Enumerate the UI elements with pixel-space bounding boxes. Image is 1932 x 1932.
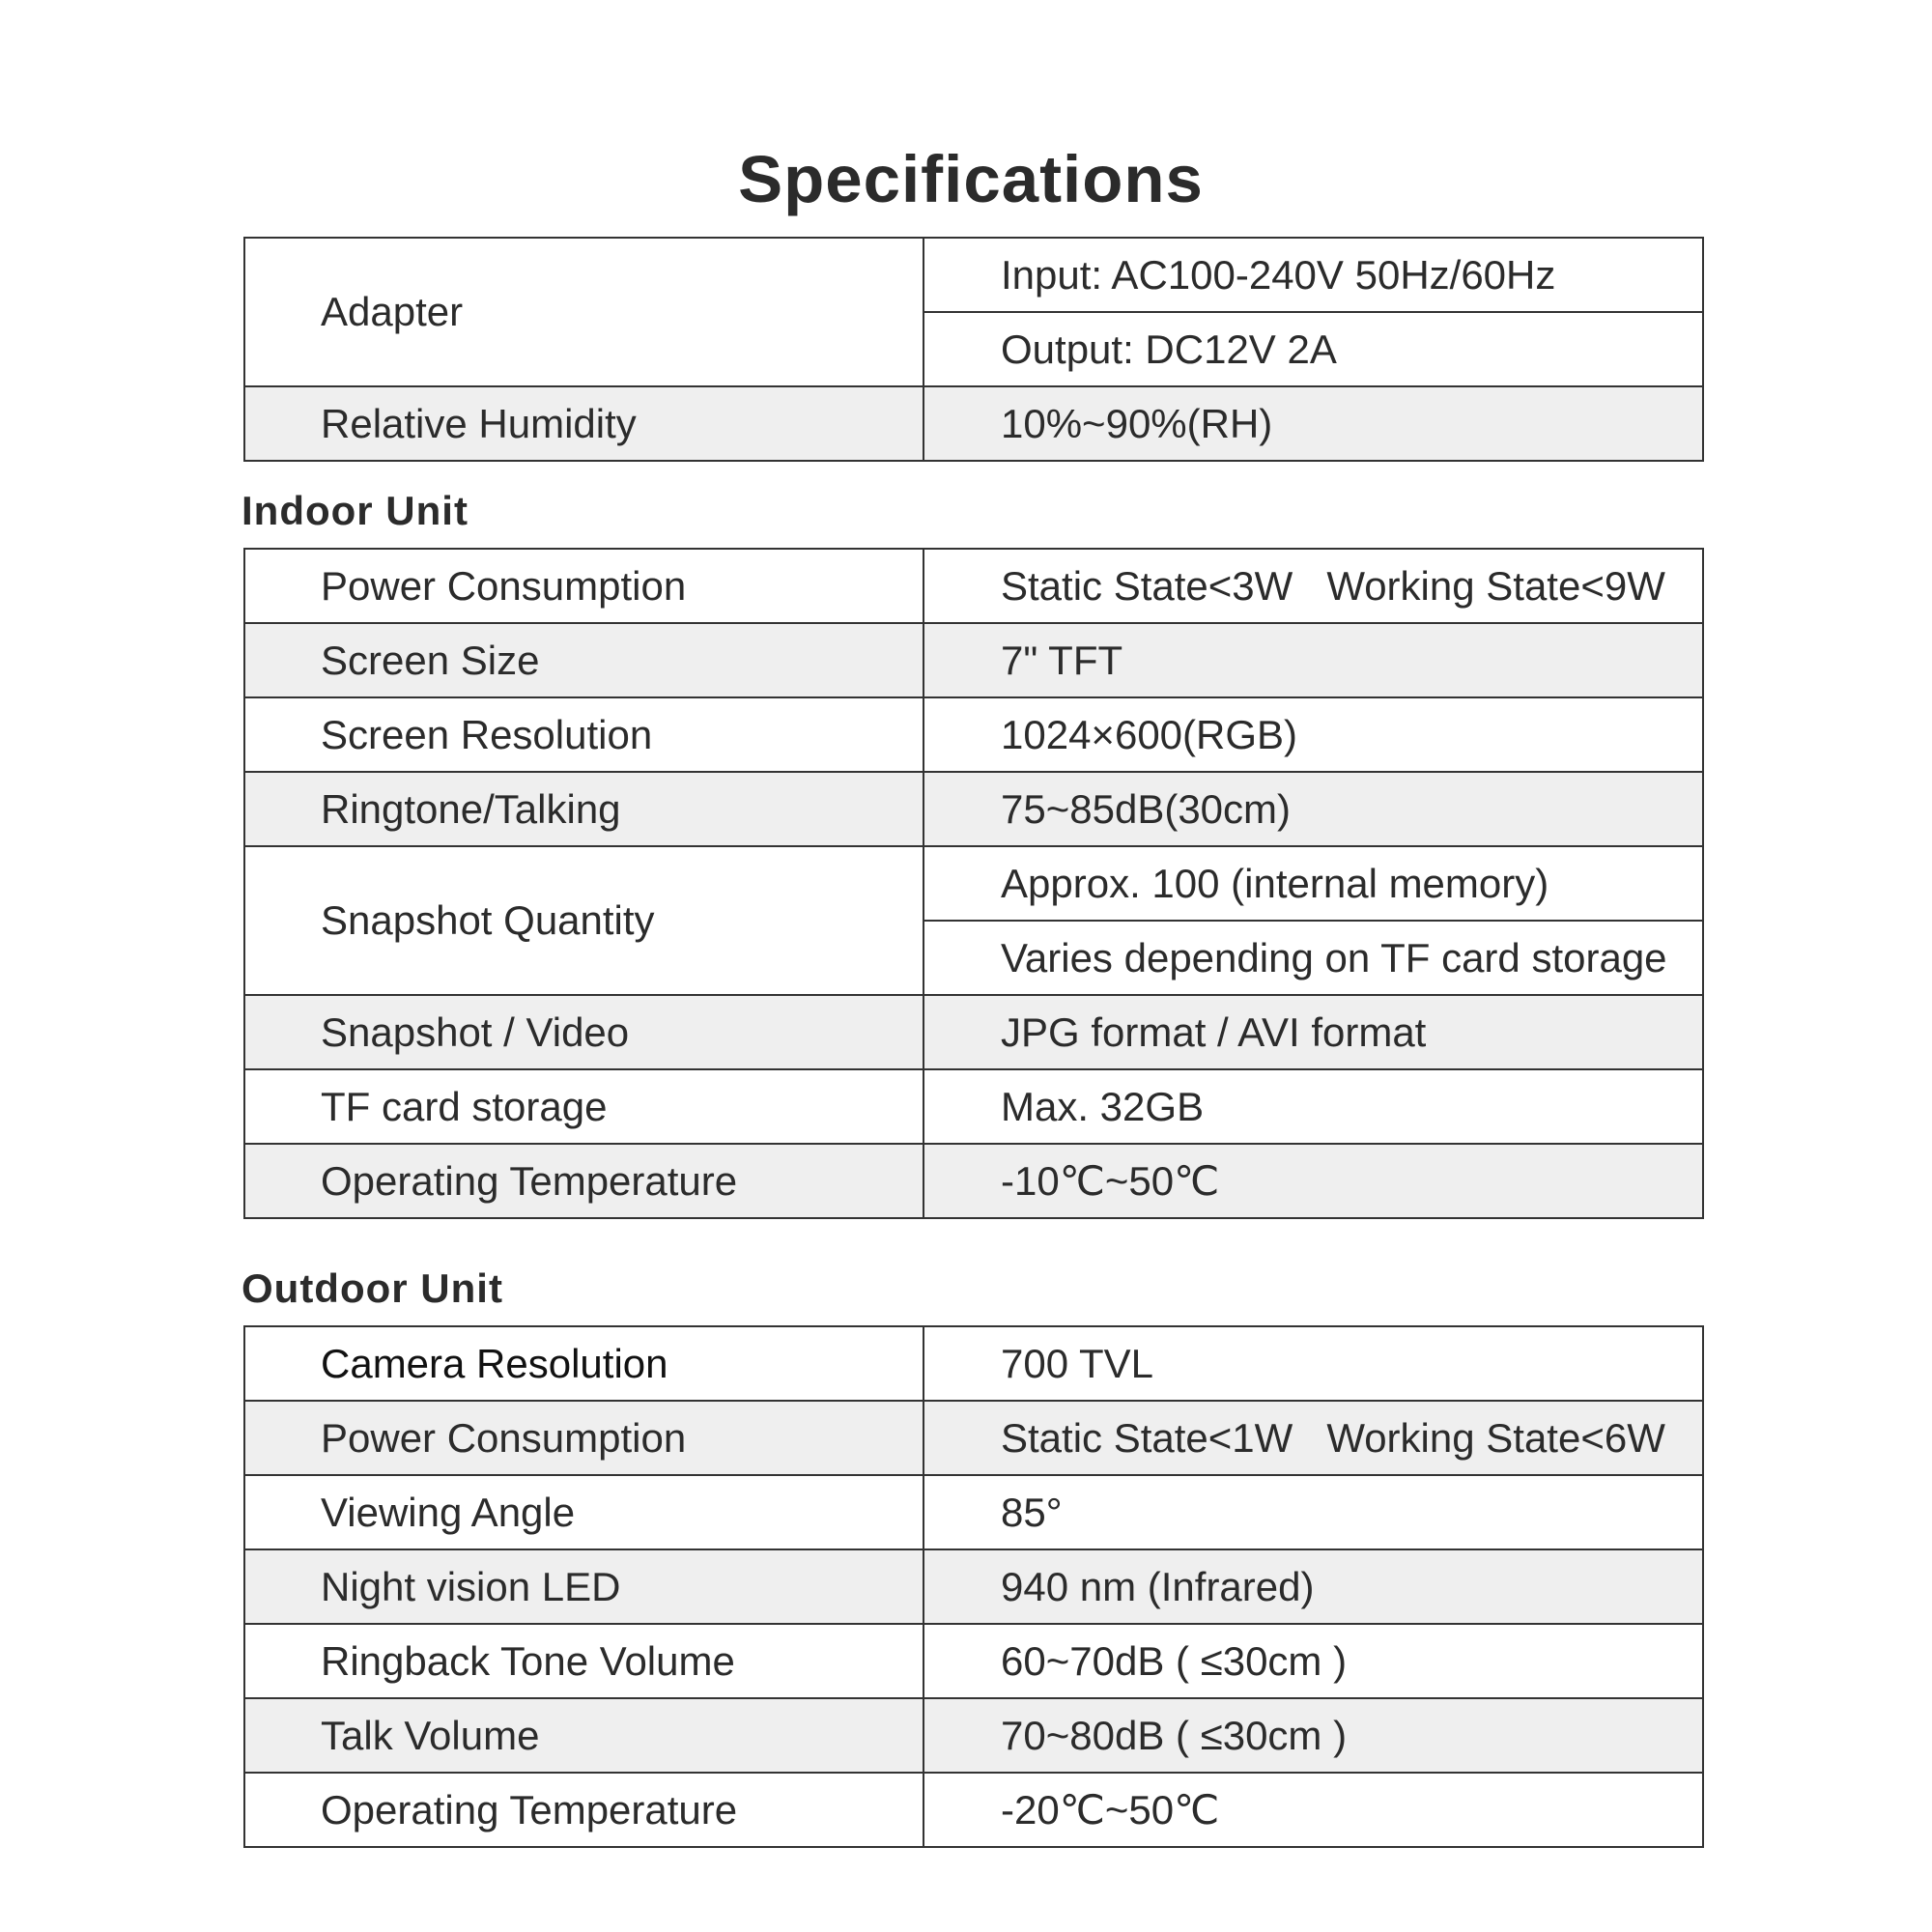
snapshot-quantity-label: Snapshot Quantity xyxy=(244,846,923,995)
table-row xyxy=(244,1549,1703,1624)
adapter-input-value: Input: AC100-240V 50Hz/60Hz xyxy=(923,238,1703,312)
camera-resolution-label: Camera Resolution xyxy=(244,1326,923,1401)
outdoor-unit-heading: Outdoor Unit xyxy=(242,1265,503,1311)
outdoor-temperature-label: Operating Temperature xyxy=(244,1773,923,1847)
indoor-temperature-label: Operating Temperature xyxy=(244,1144,923,1218)
outdoor-power-value: Static State<1W Working State<6W xyxy=(923,1401,1703,1475)
indoor-unit-heading: Indoor Unit xyxy=(242,488,469,533)
night-vision-value: 940 nm (Infrared) xyxy=(923,1549,1703,1624)
table-row xyxy=(244,238,1703,312)
screen-resolution-label: Screen Resolution xyxy=(244,697,923,772)
table-row xyxy=(244,1475,1703,1549)
adapter-output-value: Output: DC12V 2A xyxy=(923,312,1703,386)
outdoor-spec-table xyxy=(243,1325,1704,1848)
indoor-power-value: Static State<3W Working State<9W xyxy=(923,549,1703,623)
indoor-power-label: Power Consumption xyxy=(244,549,923,623)
outdoor-temperature-value: -20℃~50℃ xyxy=(923,1773,1703,1847)
humidity-value: 10%~90%(RH) xyxy=(923,386,1703,461)
ringtone-value: 75~85dB(30cm) xyxy=(923,772,1703,846)
camera-resolution-value: 700 TVL xyxy=(923,1326,1703,1401)
ringback-volume-value: 60~70dB ( ≤30cm ) xyxy=(923,1624,1703,1698)
night-vision-label: Night vision LED xyxy=(244,1549,923,1624)
table-row xyxy=(244,1069,1703,1144)
viewing-angle-label: Viewing Angle xyxy=(244,1475,923,1549)
indoor-temperature-value: -10℃~50℃ xyxy=(923,1144,1703,1218)
snapshot-video-value: JPG format / AVI format xyxy=(923,995,1703,1069)
table-row xyxy=(244,697,1703,772)
talk-volume-label: Talk Volume xyxy=(244,1698,923,1773)
table-row xyxy=(244,772,1703,846)
tf-storage-label: TF card storage xyxy=(244,1069,923,1144)
table-row xyxy=(244,1773,1703,1847)
page-title: Specifications xyxy=(738,142,1204,216)
tf-storage-value: Max. 32GB xyxy=(923,1069,1703,1144)
table-row xyxy=(244,1144,1703,1218)
table-row xyxy=(244,1326,1703,1401)
table-row xyxy=(244,846,1703,921)
table-row xyxy=(244,1401,1703,1475)
table-row xyxy=(244,386,1703,461)
screen-size-value: 7" TFT xyxy=(923,623,1703,697)
indoor-spec-table xyxy=(243,548,1704,1219)
table-row xyxy=(244,995,1703,1069)
table-row xyxy=(244,549,1703,623)
general-spec-table xyxy=(243,237,1704,462)
adapter-label: Adapter xyxy=(244,238,923,386)
snapshot-video-label: Snapshot / Video xyxy=(244,995,923,1069)
table-row xyxy=(244,623,1703,697)
screen-size-label: Screen Size xyxy=(244,623,923,697)
snapshot-quantity-tf: Varies depending on TF card storage xyxy=(923,921,1703,995)
ringback-volume-label: Ringback Tone Volume xyxy=(244,1624,923,1698)
table-row xyxy=(244,1624,1703,1698)
snapshot-quantity-internal: Approx. 100 (internal memory) xyxy=(923,846,1703,921)
outdoor-power-label: Power Consumption xyxy=(244,1401,923,1475)
screen-resolution-value: 1024×600(RGB) xyxy=(923,697,1703,772)
talk-volume-value: 70~80dB ( ≤30cm ) xyxy=(923,1698,1703,1773)
viewing-angle-value: 85° xyxy=(923,1475,1703,1549)
table-row xyxy=(244,1698,1703,1773)
ringtone-label: Ringtone/Talking xyxy=(244,772,923,846)
humidity-label: Relative Humidity xyxy=(244,386,923,461)
